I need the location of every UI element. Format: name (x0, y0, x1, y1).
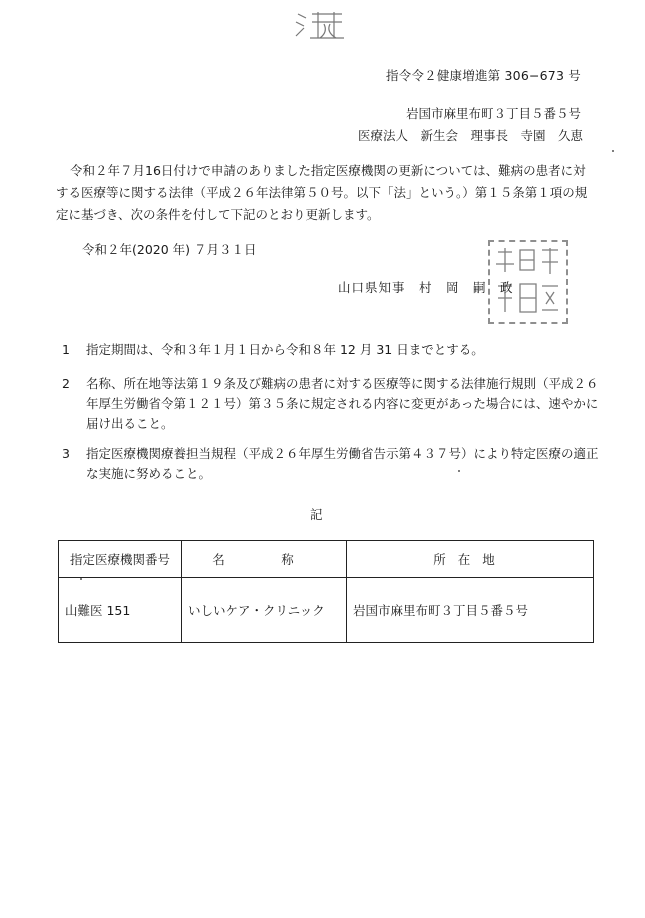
condition-number: 2 (62, 376, 70, 391)
cell-institution-number: 山難医 151 (59, 578, 182, 643)
medical-institution-table (58, 540, 594, 643)
received-stamp (290, 8, 354, 42)
condition-item (62, 374, 602, 434)
condition-item (62, 444, 602, 484)
recipient-address: 岩国市麻里布町３丁目５番５号 (405, 106, 581, 121)
cell-name: いしいケア・クリニック (182, 578, 347, 643)
ki-heading: 記 (310, 507, 323, 522)
condition-text: 指定期間は、令和３年１月１日から令和８年 12 月 31 日までとする。 (86, 342, 484, 357)
governor-signature: 山口県知事 村 岡 嗣 政 (338, 280, 514, 295)
header-institution-number: 指定医療機関番号 (59, 541, 182, 578)
scan-speck (80, 578, 82, 580)
condition-text: 名称、所在地等法第１９条及び難病の患者に対する医療等に関する法律施行規則（平成２６年厚生労働省令第１２１号）第３５条に規定される内容に変更があった場合には、速やかに届け出ること。 (86, 376, 599, 431)
table-header-row (59, 541, 594, 578)
recipient-organization: 医療法人 新生会 理事長 寺園 久恵 (357, 128, 583, 143)
header-location: 所在地 (347, 541, 594, 578)
issue-date: 令和２年(2020 年) ７月３１日 (82, 242, 257, 257)
header-name: 名 称 (182, 541, 347, 578)
cell-location: 岩国市麻里布町３丁目５番５号 (347, 578, 594, 643)
notice-body: 令和２年７月16日付けで申請のありました指定医療機関の更新については、難病の患者に対する医療等に関する法律（平成２６年法律第５０号。以下「法」という。）第１５条第１項の規定に基づき、次の条件を付して下記のとおり更新します。 (56, 163, 588, 222)
scan-speck (612, 150, 614, 152)
scan-speck (458, 470, 460, 472)
reference-number: 指令令２健康増進第 306−673 号 (386, 68, 581, 83)
table-row (59, 578, 594, 643)
condition-number: 3 (62, 446, 70, 461)
condition-item (62, 340, 602, 360)
condition-text: 指定医療機関療養担当規程（平成２６年厚生労働省告示第４３７号）により特定医療の適正な実施に努めること。 (86, 446, 599, 481)
condition-number: 1 (62, 342, 70, 357)
